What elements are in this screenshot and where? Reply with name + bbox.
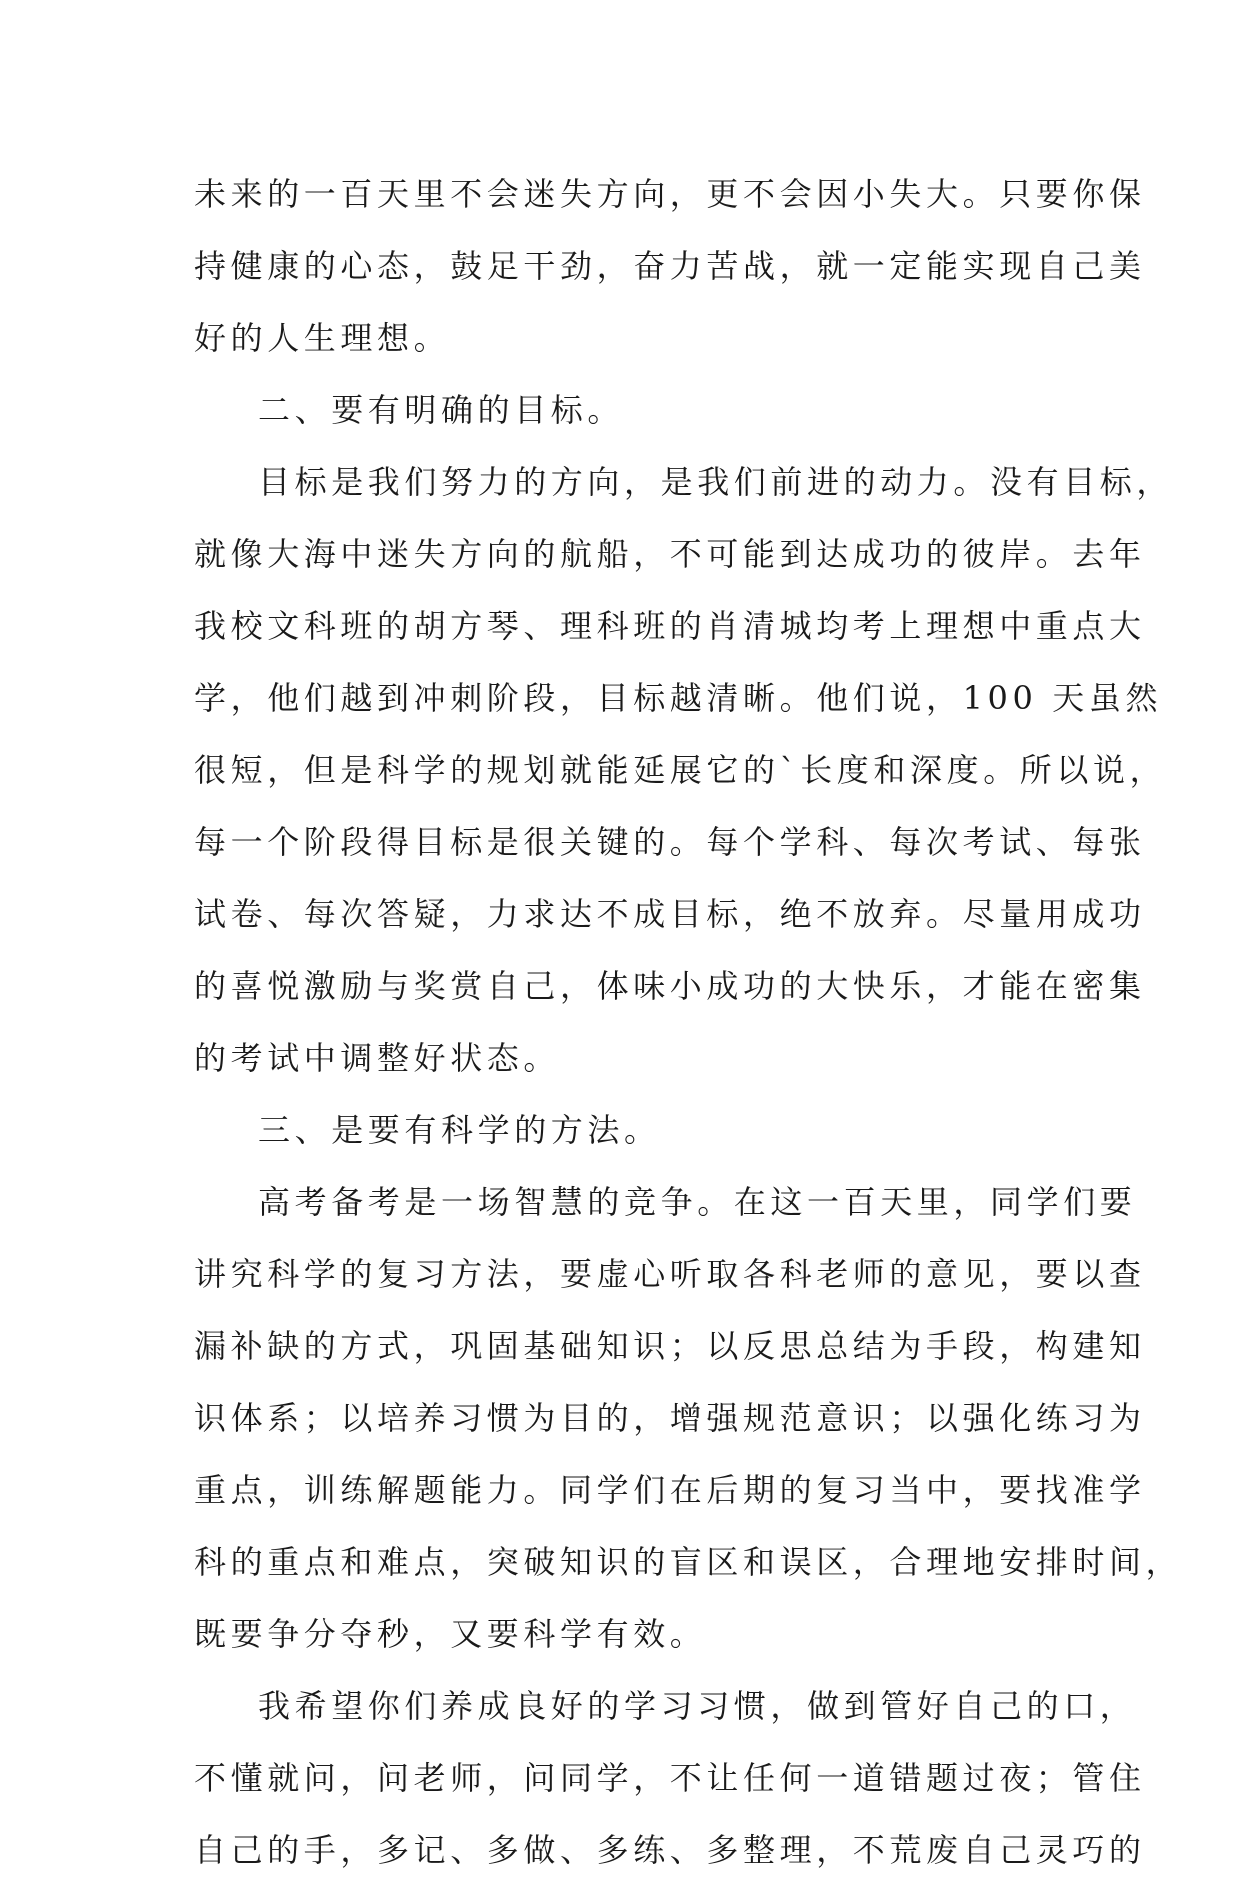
text-line: 每一个阶段得目标是很关键的。每个学科、每次考试、每张 (194, 823, 1146, 861)
text-line: 好的人生理想。 (194, 319, 451, 357)
section-heading: 二、要有明确的目标。 (258, 391, 625, 429)
text-line: 的喜悦激励与奖赏自己，体味小成功的大快乐，才能在密集 (194, 967, 1146, 1005)
text-line: 重点，训练解题能力。同学们在后期的复习当中，要找准学 (194, 1471, 1146, 1509)
text-line: 不懂就问，问老师，问同学，不让任何一道错题过夜；管住 (194, 1759, 1146, 1797)
text-line: 讲究科学的复习方法，要虚心听取各科老师的意见，要以查 (194, 1255, 1146, 1293)
text-line: 学，他们越到冲刺阶段，目标越清晰。他们说，100 天虽然 (194, 679, 1163, 717)
text-line: 的考试中调整好状态。 (194, 1039, 561, 1077)
text-line: 我校文科班的胡方琴、理科班的肖清城均考上理想中重点大 (194, 607, 1146, 645)
document-body (194, 158, 1183, 1886)
text-line: 识体系；以培养习惯为目的，增强规范意识；以强化练习为 (194, 1399, 1146, 1437)
text-line: 高考备考是一场智慧的竞争。在这一百天里，同学们要 (258, 1183, 1137, 1221)
text-line: 试卷、每次答疑，力求达不成目标，绝不放弃。尽量用成功 (194, 895, 1146, 933)
text-line: 既要争分夺秒，又要科学有效。 (194, 1615, 707, 1653)
text-line: 就像大海中迷失方向的航船，不可能到达成功的彼岸。去年 (194, 535, 1146, 573)
text-line: 漏补缺的方式，巩固基础知识；以反思总结为手段，构建知 (194, 1327, 1146, 1365)
text-line: 自己的手，多记、多做、多练、多整理，不荒废自己灵巧的 (194, 1831, 1146, 1869)
text-line: 持健康的心态，鼓足干劲，奋力苦战，就一定能实现自己美 (194, 247, 1146, 285)
text-line: 我希望你们养成良好的学习习惯，做到管好自己的口， (258, 1687, 1137, 1725)
text-line: 很短，但是科学的规划就能延展它的`长度和深度。所以说， (194, 751, 1167, 789)
text-line: 科的重点和难点，突破知识的盲区和误区，合理地安排时间， (194, 1543, 1183, 1581)
text-line: 未来的一百天里不会迷失方向，更不会因小失大。只要你保 (194, 175, 1146, 213)
text-line: 目标是我们努力的方向，是我们前进的动力。没有目标， (258, 463, 1174, 501)
section-heading: 三、是要有科学的方法。 (258, 1111, 661, 1149)
